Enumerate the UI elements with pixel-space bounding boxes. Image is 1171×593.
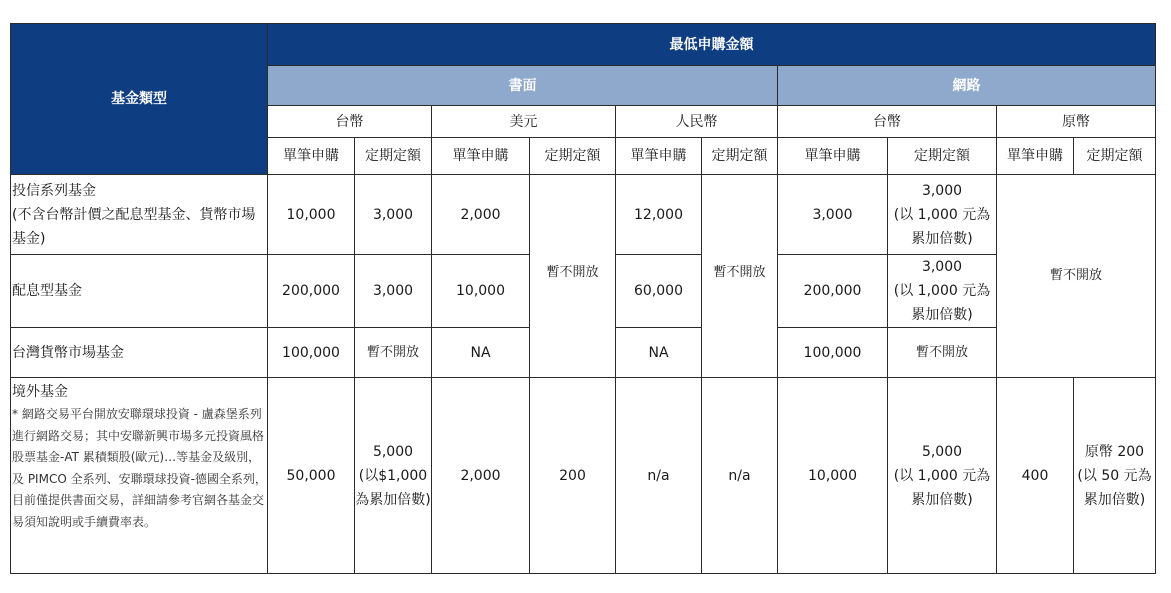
amount-note: (以 1,000 元為累加倍數) (893, 467, 991, 508)
cell-value: 10,000 (432, 255, 530, 328)
fund-type-header: 基金類型 (11, 24, 268, 175)
single-header: 單筆申購 (432, 138, 530, 175)
fund-table-container (10, 23, 1156, 574)
single-header: 單筆申購 (616, 138, 702, 175)
paper-header: 書面 (268, 66, 778, 106)
cell-value: 2,000 (432, 175, 530, 255)
row-label-mmf: 台灣貨幣市場基金 (11, 328, 268, 378)
regular-header: 定期定額 (530, 138, 616, 175)
row-title: 投信系列基金 (12, 182, 96, 199)
cell-value: 400 (997, 378, 1074, 574)
cell-value: 50,000 (268, 378, 355, 574)
cell-value: 2,000 (432, 378, 530, 574)
cell-value: 暫不開放 (355, 328, 432, 378)
amount: 3,000 (921, 259, 963, 275)
online-orig-header: 原幣 (997, 106, 1156, 138)
cell-value: 60,000 (616, 255, 702, 328)
cell-value (888, 378, 997, 574)
row-label-offshore (11, 378, 268, 574)
cell-value: 100,000 (778, 328, 888, 378)
amount-note: (以$1,000為累加倍數) (355, 467, 431, 508)
single-header: 單筆申購 (268, 138, 355, 175)
table-row (11, 378, 1156, 574)
min-amount-header: 最低申購金額 (268, 24, 1156, 66)
paper-usd-header: 美元 (432, 106, 616, 138)
min-purchase-table (10, 23, 1156, 574)
online-header: 網路 (778, 66, 1156, 106)
cell-value: 200 (530, 378, 616, 574)
orig-closed: 暫不開放 (997, 175, 1156, 378)
paper-twd-header: 台幣 (268, 106, 432, 138)
cell-value: NA (616, 328, 702, 378)
cell-value (888, 175, 997, 255)
amount-note: (以 1,000 元為累加倍數) (893, 283, 991, 323)
row-title: 境外基金 (12, 384, 68, 400)
cell-value: n/a (702, 378, 778, 574)
row-subtitle: (不含台幣計價之配息型基金、貨幣市場基金) (12, 206, 256, 247)
cell-value: n/a (616, 378, 702, 574)
cell-value: NA (432, 328, 530, 378)
amount: 5,000 (921, 443, 963, 460)
row-label-dividend: 配息型基金 (11, 255, 268, 328)
cny-regular-closed: 暫不開放 (702, 175, 778, 378)
cell-value (888, 255, 997, 328)
cell-value: 3,000 (355, 255, 432, 328)
cell-value: 原幣 200 (以 50 元為累加倍數) (1074, 378, 1156, 574)
row-label-sitc (11, 175, 268, 255)
amount-note: (以 1,000 元為累加倍數) (893, 206, 991, 247)
cell-value: 12,000 (616, 175, 702, 255)
cell-value: 3,000 (355, 175, 432, 255)
cell-value: 10,000 (778, 378, 888, 574)
cell-value: 100,000 (268, 328, 355, 378)
regular-header: 定期定額 (1074, 138, 1156, 175)
online-twd-header: 台幣 (778, 106, 997, 138)
cell-value: 暫不開放 (888, 328, 997, 378)
amount: 3,000 (921, 182, 963, 199)
cell-value (355, 378, 432, 574)
single-header: 單筆申購 (778, 138, 888, 175)
cell-value: 200,000 (268, 255, 355, 328)
cell-value: 10,000 (268, 175, 355, 255)
paper-cny-header: 人民幣 (616, 106, 778, 138)
cell-value: 200,000 (778, 255, 888, 328)
regular-header: 定期定額 (355, 138, 432, 175)
cell-value: 3,000 (778, 175, 888, 255)
row-note: * 網路交易平台開放安聯環球投資 - 盧森堡系列進行網路交易；其中安聯新興市場多元投資風格股票基金-AT 累積類股(歐元)…等基金及級別，及 PIMCO 全系列、安聯環球投資-德國全系列，目前僅提供書面交易，詳細請參考官網各基金交易須知說明或手續費率表。 (12, 407, 267, 529)
single-header: 單筆申購 (997, 138, 1074, 175)
usd-regular-closed: 暫不開放 (530, 175, 616, 378)
table-row (11, 175, 1156, 255)
amount: 5,000 (372, 443, 414, 460)
regular-header: 定期定額 (888, 138, 997, 175)
regular-header: 定期定額 (702, 138, 778, 175)
